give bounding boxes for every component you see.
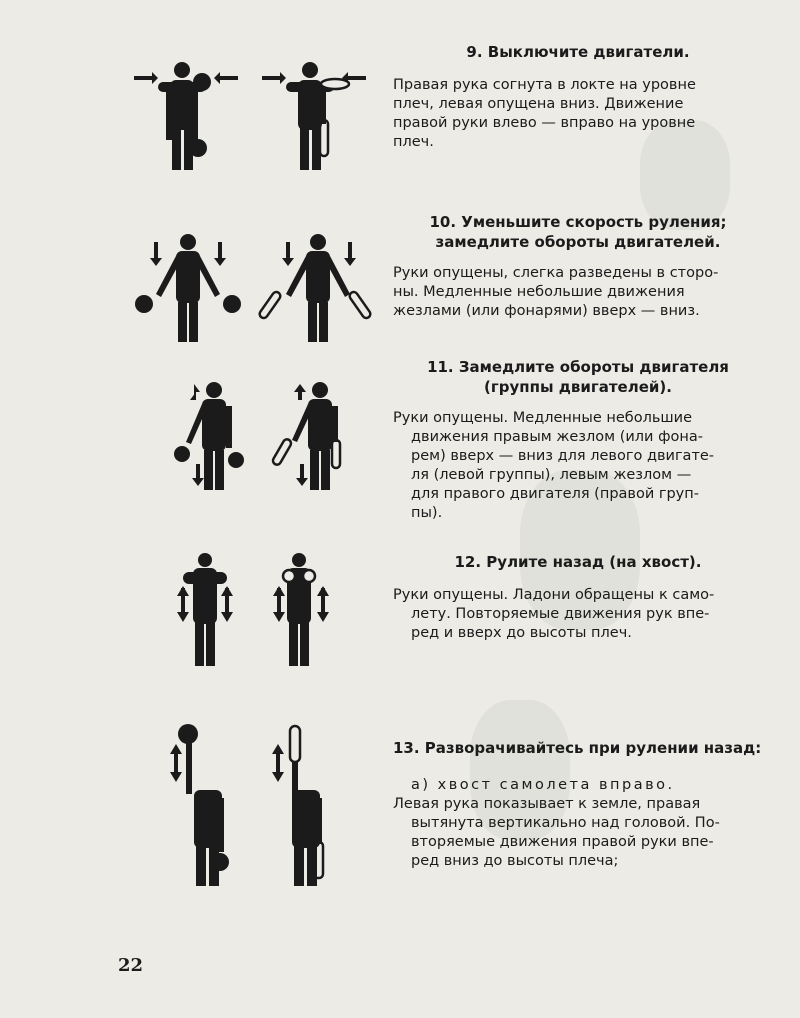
body-line: Правая рука согнута в локте на уровне (393, 77, 696, 93)
heading-line: 11. Замедлите обороты двигателя (427, 358, 729, 376)
section-9 (393, 42, 763, 152)
sub-label: а) хвост самолета вправо. (411, 777, 675, 793)
heading-line: 10. Уменьшите скорость руления; (429, 213, 727, 231)
section-body (393, 264, 763, 321)
body-line: ред вниз до высоты плеча; (411, 853, 619, 869)
signal-figure-10 (130, 232, 375, 347)
heading-line: замедлите обороты двигателей. (435, 233, 721, 251)
body-line: рем) вверх — вниз для левого двигате- (411, 448, 715, 464)
heading-line: 13. Разворачивайтесь при рулении назад: (393, 739, 762, 757)
body-line: вторяемые движения правой руки впе- (411, 834, 714, 850)
body-line: правой руки влево — вправо на уровне (393, 115, 696, 131)
body-line: Руки опущены. Медленные небольшие (393, 410, 692, 426)
body-line: плеч. (393, 134, 434, 150)
body-line: для правого двигателя (правой груп- (411, 486, 699, 502)
section-body (393, 586, 763, 643)
heading-line: 9. Выключите двигатели. (466, 43, 690, 61)
section-body (393, 76, 763, 152)
section-heading (393, 42, 763, 62)
section-10 (393, 212, 763, 321)
section-heading (393, 552, 763, 572)
body-line: Руки опущены. Ладони обращены к само- (393, 587, 715, 603)
body-line: Левая рука показывает к земле, правая (393, 796, 701, 812)
section-13 (393, 738, 763, 871)
section-heading (393, 738, 763, 758)
signal-figure-13 (168, 722, 333, 892)
signal-figure-12 (175, 552, 335, 670)
body-line: движения правым жезлом (или фона- (411, 429, 703, 445)
body-line: ля (левой группы), левым жезлом — (411, 467, 692, 483)
section-11 (393, 357, 763, 523)
signal-figure-11 (170, 380, 350, 495)
body-line: пы). (411, 505, 443, 521)
body-line: вытянута вертикально над головой. По- (411, 815, 720, 831)
section-body (393, 409, 763, 523)
heading-line: (группы двигателей). (484, 378, 672, 396)
section-heading (393, 212, 763, 252)
body-line: ны. Медленные небольшие движения (393, 284, 685, 300)
body-line: жезлами (или фонарями) вверх — вниз. (393, 303, 700, 319)
body-line: лету. Повторяемые движения рук впе- (411, 606, 710, 622)
section-12 (393, 552, 763, 643)
section-body (393, 776, 763, 871)
heading-line: 12. Рулите назад (на хвост). (454, 553, 702, 571)
body-line: Руки опущены, слегка разведены в сторо- (393, 265, 719, 281)
section-heading (393, 357, 763, 397)
body-line: плеч, левая опущена вниз. Движение (393, 96, 684, 112)
page-number: 22 (118, 955, 144, 976)
signal-figure-9 (130, 58, 370, 183)
body-line: ред и вверх до высоты плеч. (411, 625, 632, 641)
